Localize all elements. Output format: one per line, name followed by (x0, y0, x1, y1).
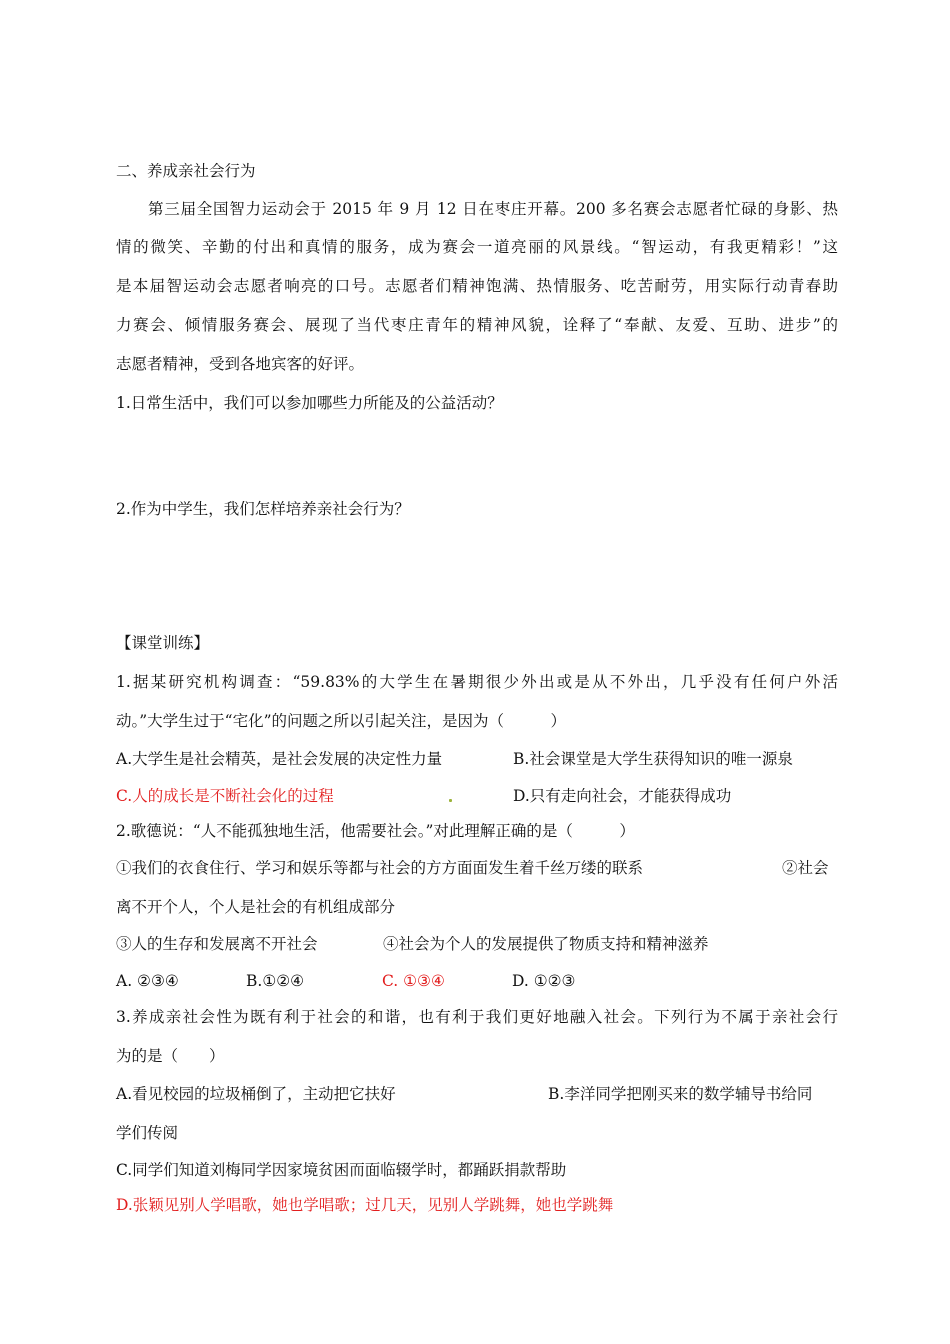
option-d-answer: D.张颖见别人学唱歌，她也学唱歌；过几天，见别人学跳舞，她也学跳舞 (116, 1196, 614, 1214)
question-text: 动。”大学生过于“宅化”的问题之所以引起关注，是因为（ ） (116, 712, 567, 730)
option-b: B.社会课堂是大学生获得知识的唯一源泉 (513, 750, 793, 768)
option-b: B.李洋同学把刚买来的数学辅导书给同 (548, 1085, 813, 1103)
question-text: 2.歌德说：“人不能孤独地生活，他需要社会。”对此理解正确的是（ ） (116, 822, 635, 840)
option-b-cont: 学们传阅 (116, 1124, 179, 1142)
statement-1: ①我们的衣食住行、学习和娱乐等都与社会的方方面面发生着千丝万缕的联系 (116, 859, 644, 877)
training-heading: 【课堂训练】 (116, 634, 210, 652)
option-c: C.同学们知道刘梅同学因家境贫困而面临辍学时，都踊跃捐款帮助 (116, 1161, 567, 1179)
mark-dot (449, 799, 452, 802)
option-b: B.①②④ (246, 972, 305, 990)
option-a: A.看见校园的垃圾桶倒了，主动把它扶好 (116, 1085, 396, 1103)
question-text: 3.养成亲社会性为既有利于社会的和谐，也有利于我们更好地融入社会。下列行为不属于亲社会行 (116, 1008, 838, 1026)
option-a: A.大学生是社会精英，是社会发展的决定性力量 (116, 750, 443, 768)
option-c-answer: C.人的成长是不断社会化的过程 (116, 787, 334, 805)
question-text: 1.据某研究机构调查：“59.83%的大学生在暑期很少外出或是从不外出，几乎没有任何户外活 (116, 673, 838, 691)
option-c-answer: C. ①③④ (382, 972, 445, 990)
paragraph-line: 志愿者精神，受到各地宾客的好评。 (116, 355, 365, 373)
statement-2: ②社会 (782, 859, 829, 877)
statement-3: ③人的生存和发展离不开社会 (116, 935, 318, 953)
option-d: D. ①②③ (512, 972, 576, 990)
paragraph-line: 情的微笑、辛勤的付出和真情的服务，成为赛会一道亮丽的风景线。“智运动，有我更精彩！”这 (116, 238, 838, 256)
paragraph-line: 力赛会、倾情服务赛会、展现了当代枣庄青年的精神风貌，诠释了“奉献、友爱、互助、进步”的 (116, 316, 838, 334)
paragraph-line: 第三届全国智力运动会于 2015 年 9 月 12 日在枣庄开幕。200 多名赛会志愿者忙碌的身影、热 (148, 200, 838, 218)
paragraph-line: 是本届智运动会志愿者响亮的口号。志愿者们精神饱满、热情服务、吃苦耐劳，用实际行动青春助 (116, 277, 838, 295)
question-text: 2.作为中学生，我们怎样培养亲社会行为？ (116, 500, 410, 518)
statement-2-cont: 离不开个人，个人是社会的有机组成部分 (116, 898, 396, 916)
question-text: 为的是（ ） (116, 1047, 225, 1065)
statement-4: ④社会为个人的发展提供了物质支持和精神滋养 (383, 935, 709, 953)
option-d: D.只有走向社会，才能获得成功 (513, 787, 732, 805)
section-heading: 二、养成亲社会行为 (116, 162, 256, 180)
question-text: 1.日常生活中，我们可以参加哪些力所能及的公益活动？ (116, 394, 503, 412)
option-a: A. ②③④ (116, 972, 179, 990)
